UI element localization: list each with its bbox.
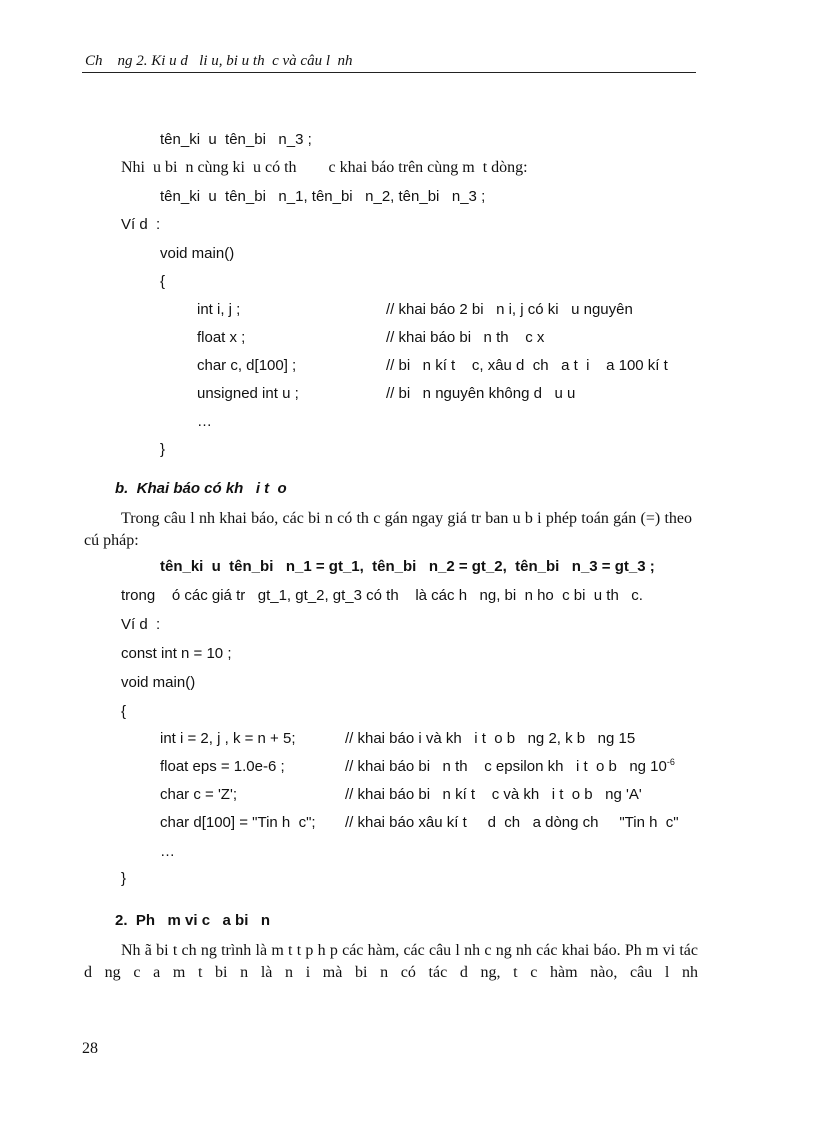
code-line: const int n = 10 ; — [121, 645, 232, 662]
code-line: unsigned int u ; — [197, 385, 299, 402]
paragraph: Nh ã bi t ch ng trình là m t t p h p các hàm, các câu l nh c ng nh các khai báo. Ph m vi tác d ng c a m t bi n là n i mà bi n có tác d ng, t c hàm nào, câu l nh — [84, 942, 698, 981]
page-number: 28 — [82, 1040, 98, 1057]
section-heading: 2. Ph m vi c a bi n — [115, 912, 271, 929]
code-line: char d[100] = "Tin h c"; — [160, 814, 316, 831]
code-line: float eps = 1.0e-6 ; — [160, 758, 285, 775]
code-line: float x ; — [197, 329, 246, 346]
syntax-line: tên_ki u tên_bi n_1 = gt_1, tên_bi n_2 = gt_2, tên_bi n_3 = gt_3 ; — [160, 558, 655, 575]
code-comment: // khai báo bi n kí t c và kh i t o b ng 'A' — [345, 786, 642, 803]
body-text: trong ó các giá tr gt_1, gt_2, gt_3 có th là các h ng, bi n ho c bi u th c. — [121, 587, 643, 604]
code-brace-close: } — [121, 870, 127, 887]
header-rule — [82, 72, 696, 73]
paragraph: Trong câu l nh khai báo, các bi n có th c gán ngay giá tr ban u b i phép toán gán (=) theo cú pháp: — [84, 510, 692, 549]
code-line: tên_ki u tên_bi n_3 ; — [160, 131, 312, 148]
code-line: char c = 'Z'; — [160, 786, 237, 803]
code-brace-open: { — [121, 703, 127, 720]
example-label: Ví d : — [121, 616, 161, 633]
code-line: void main() — [121, 674, 196, 691]
code-line: void main() — [160, 245, 235, 262]
code-line: tên_ki u tên_bi n_1, tên_bi n_2, tên_bi n_3 ; — [160, 188, 486, 205]
code-comment: // khai báo 2 bi n i, j có ki u nguyên — [386, 301, 633, 318]
body-text: Nhi u bi n cùng ki u có th c khai báo trên cùng m t dòng: — [121, 159, 528, 176]
code-ellipsis: … — [160, 843, 175, 860]
code-comment: // bi n kí t c, xâu d ch a t i a 100 kí t — [386, 357, 668, 374]
section-heading: b. Khai báo có kh i t o — [115, 480, 287, 497]
example-label: Ví d : — [121, 216, 161, 233]
code-brace-open: { — [160, 273, 166, 290]
code-comment: // khai báo bi n th c epsilon kh i t o b ng $10^{-6}$ — [345, 757, 675, 775]
code-brace-close: } — [160, 441, 166, 458]
running-header: Ch ng 2. Ki u d li u, bi u th c và câu l nh — [85, 53, 353, 69]
code-line: int i, j ; — [197, 301, 241, 318]
code-line: int i = 2, j , k = n + 5; — [160, 730, 296, 747]
code-comment: // khai báo bi n th c x — [386, 329, 545, 346]
code-line: char c, d[100] ; — [197, 357, 297, 374]
code-comment: // bi n nguyên không d u u — [386, 385, 576, 402]
code-comment: // khai báo i và kh i t o b ng 2, k b ng 15 — [345, 730, 636, 747]
superscript: -6 — [666, 757, 675, 767]
code-ellipsis: … — [197, 413, 212, 430]
code-comment: // khai báo xâu kí t d ch a dòng ch "Tin h c" — [345, 814, 679, 831]
